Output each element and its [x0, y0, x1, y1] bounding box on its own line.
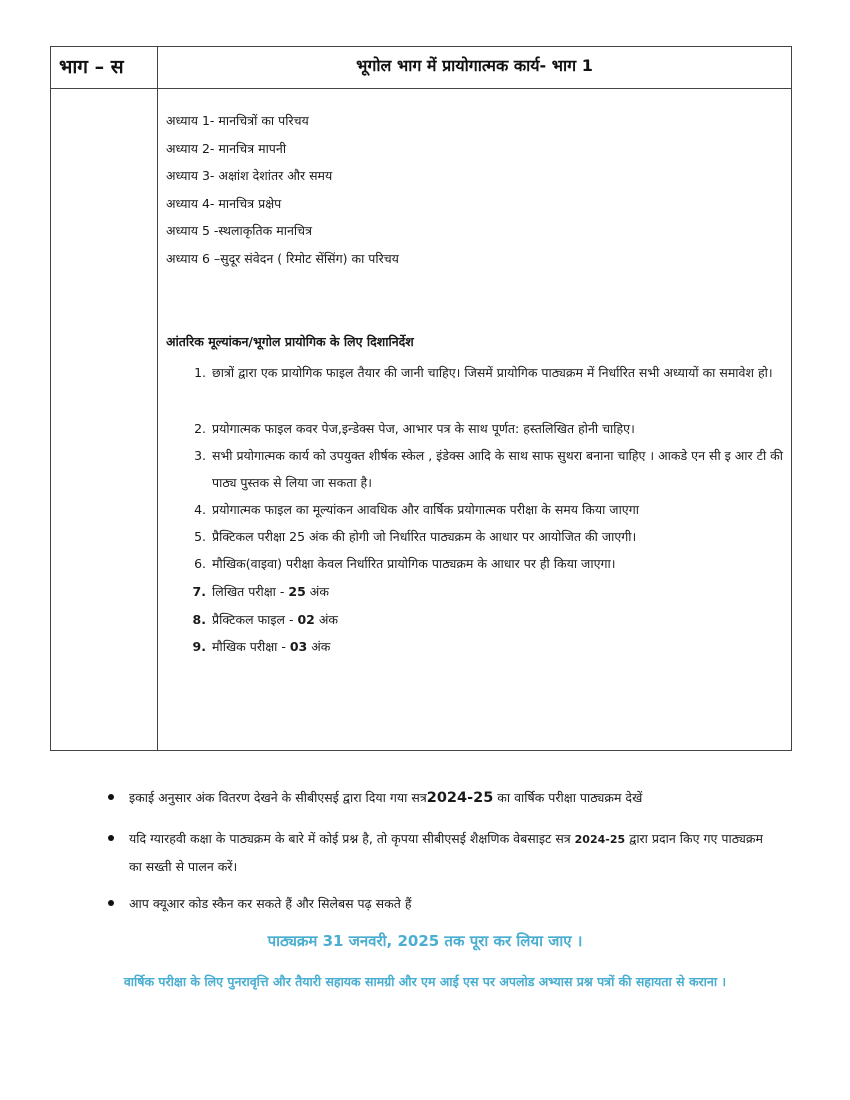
guideline-number: 4. — [194, 502, 206, 517]
marks-item — [188, 578, 788, 605]
bullet-text: इकाई अनुसार अंक वितरण देखने के सीबीएसई द्वारा दिया गया सत्र — [129, 790, 427, 805]
guideline-text: प्रैक्टिकल परीक्षा 25 अंक की होगी जो निर्धारित पाठ्यक्रम के आधार पर आयोजित की जाएगी। — [212, 529, 637, 544]
bullet-item — [108, 890, 768, 917]
guideline-number: 5. — [194, 529, 206, 544]
revision-notice: वार्षिक परीक्षा के लिए पुनरावृत्ति और तैयारी सहायक सामग्री और एम आई एस पर अपलोड अभ्यास प्रश्न पत्रों की सहायता से कराना । — [123, 974, 727, 989]
bullet-dot-icon — [108, 794, 114, 800]
chapter-item: अध्याय 6 –सुदूर संवेदन ( रिमोट सेंसिंग) का परिचय — [166, 250, 399, 266]
bullet-item — [108, 825, 768, 880]
table-column-divider — [157, 47, 158, 750]
bullet-text: आप क्यूआर कोड स्कैन कर सकते हैं और सिलेबस पढ़ सकते हैं — [129, 896, 412, 911]
marks-unit: अंक — [314, 612, 338, 627]
bullet-text: यदि ग्यारहवी कक्षा के पाठ्यक्रम के बारे में कोई प्रश्न है, तो कृपया सीबीएसई शैक्षणिक वेबसाइट सत्र — [129, 831, 575, 846]
bullet-dot-icon — [108, 900, 114, 906]
marks-number: 8. — [192, 612, 206, 627]
marks-unit: अंक — [305, 584, 329, 599]
marks-value: 02 — [297, 612, 315, 627]
chapter-item: अध्याय 3- अक्षांश देशांतर और समय — [166, 168, 333, 184]
guideline-text: प्रयोगात्मक फाइल कवर पेज,इन्डेक्स पेज, आभार पत्र के साथ पूर्णत: हस्तलिखित होनी चाहिए। — [212, 421, 635, 436]
completion-notice: पाठ्यक्रम 31 जनवरी, 2025 तक पूरा कर लिया जाए । — [267, 932, 583, 950]
guideline-number: 1. — [194, 365, 206, 380]
guideline-text: प्रयोगात्मक फाइल का मूल्यांकन आवधिक और वार्षिक प्रयोगात्मक परीक्षा के समय किया जाएगा — [212, 502, 639, 517]
bullet-text: द्वारा प्रदान किए गए पाठ्यक्रम का सख्ती से पालन करें। — [129, 831, 763, 874]
guideline-item — [188, 359, 788, 386]
table-row-divider — [51, 88, 791, 89]
session-year: 2024-25 — [574, 833, 626, 846]
chapter-item: अध्याय 2- मानचित्र मापनी — [166, 140, 287, 156]
guidelines-heading: आंतरिक मूल्यांकन/भूगोल प्रायोगिक के लिए दिशानिर्देश — [166, 334, 414, 349]
marks-item — [188, 606, 788, 633]
guideline-number: 2. — [194, 421, 206, 436]
guideline-text: छात्रों द्वारा एक प्रायोगिक फाइल तैयार की जानी चाहिए। जिसमें प्रायोगिक पाठ्यक्रम में निर्धारित सभी अध्यायों का समावेश हो। — [212, 365, 773, 380]
section-heading: भूगोल भाग में प्रायोगात्मक कार्य- भाग 1 — [356, 56, 593, 75]
marks-value: 03 — [289, 639, 308, 654]
chapter-item: अध्याय 4- मानचित्र प्रक्षेप — [166, 195, 282, 211]
marks-unit: अंक — [307, 639, 331, 654]
guideline-item — [188, 550, 788, 577]
chapter-list — [166, 111, 766, 277]
guideline-text: मौखिक(वाइवा) परीक्षा केवल निर्धारित प्रायोगिक पाठ्यक्रम के आधार पर ही किया जाएगा। — [212, 556, 616, 571]
bullet-text: का वार्षिक परीक्षा पाठ्यक्रम देखें — [493, 790, 643, 805]
guideline-item — [188, 415, 788, 442]
guideline-text: सभी प्रयोगात्मक कार्य को उपयुक्त शीर्षक स्केल , इंडेक्स आदि के साथ साफ सुथरा बनाना चाहिए । आकडे एन सी इ आर टी की पाठ्य पुस्तक से लिया जा सकता है। — [212, 448, 783, 490]
bullet-item — [108, 784, 768, 812]
chapter-item: अध्याय 1- मानचित्रों का परिचय — [166, 113, 309, 128]
marks-number: 7. — [192, 584, 206, 599]
guideline-item — [188, 496, 788, 523]
bullet-dot-icon — [108, 835, 114, 841]
section-label: भाग – स — [59, 56, 124, 78]
marks-label: मौखिक परीक्षा - — [212, 639, 290, 654]
syllabus-table — [50, 46, 792, 751]
session-year: 2024-25 — [426, 790, 494, 806]
guideline-number: 6. — [194, 556, 206, 571]
guideline-item — [188, 442, 788, 496]
marks-number: 9. — [192, 639, 206, 654]
chapter-item: अध्याय 5 -स्थलाकृतिक मानचित्र — [166, 223, 312, 239]
marks-value: 25 — [288, 584, 306, 599]
marks-item — [188, 633, 788, 660]
guideline-number: 3. — [194, 448, 206, 463]
guideline-item — [188, 523, 788, 550]
marks-label: प्रैक्टिकल फाइल - — [212, 612, 298, 627]
marks-label: लिखित परीक्षा - — [212, 584, 289, 599]
